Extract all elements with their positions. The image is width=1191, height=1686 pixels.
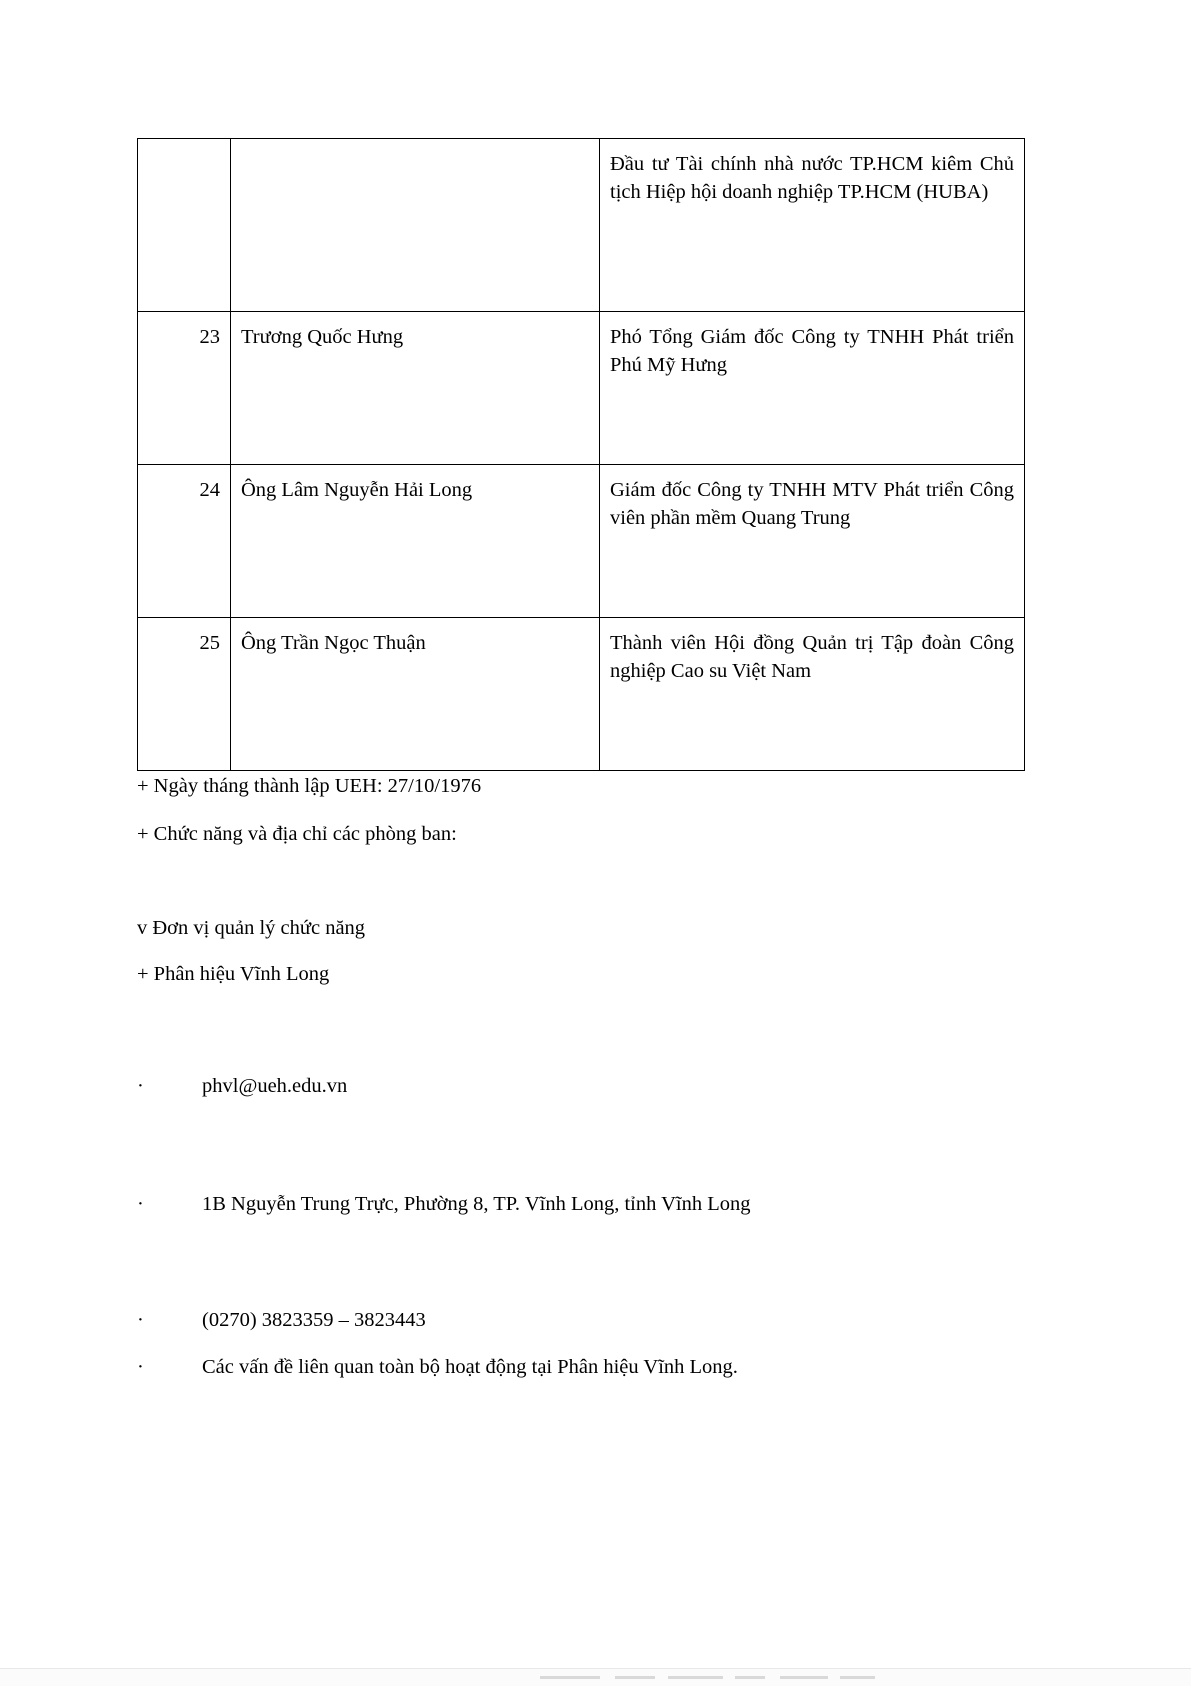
cell-number: 25 xyxy=(138,618,231,771)
bullet-icon: · xyxy=(137,1356,144,1378)
list-item xyxy=(137,1190,1087,1219)
paragraph-functions-addresses: + Chức năng và địa chỉ các phòng ban: xyxy=(137,823,457,845)
strip-segment xyxy=(540,1676,600,1679)
list-item xyxy=(137,1353,1087,1382)
cell-role: Đầu tư Tài chính nhà nước TP.HCM kiêm Chủ tịch Hiệp hội doanh nghiệp TP.HCM (HUBA) xyxy=(600,139,1025,312)
cell-number xyxy=(138,139,231,312)
strip-segment xyxy=(615,1676,655,1679)
list-item-text: (0270) 3823359 – 3823443 xyxy=(202,1309,426,1331)
table-row xyxy=(138,618,1025,771)
bullet-icon: · xyxy=(137,1193,144,1215)
list-item xyxy=(137,1306,1087,1335)
strip-segment xyxy=(668,1676,723,1679)
list-item xyxy=(137,1072,1087,1101)
paragraph-management-unit: v Đơn vị quản lý chức năng xyxy=(137,917,366,939)
cell-role: Phó Tổng Giám đốc Công ty TNHH Phát triển Phú Mỹ Hưng xyxy=(600,312,1025,465)
bullet-icon: · xyxy=(137,1309,144,1331)
cell-name: Ông Trần Ngọc Thuận xyxy=(231,618,600,771)
cell-name: Ông Lâm Nguyễn Hải Long xyxy=(231,465,600,618)
list-item-text: 1B Nguyễn Trung Trực, Phường 8, TP. Vĩnh Long, tỉnh Vĩnh Long xyxy=(202,1193,751,1215)
table-row xyxy=(138,465,1025,618)
list-item-text: Các vấn đề liên quan toàn bộ hoạt động tại Phân hiệu Vĩnh Long. xyxy=(202,1356,738,1378)
strip-segment xyxy=(735,1676,765,1679)
paragraph-branch: + Phân hiệu Vĩnh Long xyxy=(137,963,330,985)
cell-number: 23 xyxy=(138,312,231,465)
board-members-table xyxy=(137,138,1025,771)
cell-role: Giám đốc Công ty TNHH MTV Phát triển Công viên phần mềm Quang Trung xyxy=(600,465,1025,618)
list-item-text: phvl@ueh.edu.vn xyxy=(202,1075,348,1097)
cell-name xyxy=(231,139,600,312)
cell-number: 24 xyxy=(138,465,231,618)
page-bottom-strip xyxy=(0,1668,1191,1686)
paragraph-founding-date: + Ngày tháng thành lập UEH: 27/10/1976 xyxy=(137,775,482,797)
bullet-icon: · xyxy=(137,1075,144,1097)
cell-role: Thành viên Hội đồng Quản trị Tập đoàn Công nghiệp Cao su Việt Nam xyxy=(600,618,1025,771)
table-row xyxy=(138,139,1025,312)
strip-segment xyxy=(780,1676,828,1679)
table-row xyxy=(138,312,1025,465)
cell-name: Trương Quốc Hưng xyxy=(231,312,600,465)
strip-segment xyxy=(840,1676,875,1679)
